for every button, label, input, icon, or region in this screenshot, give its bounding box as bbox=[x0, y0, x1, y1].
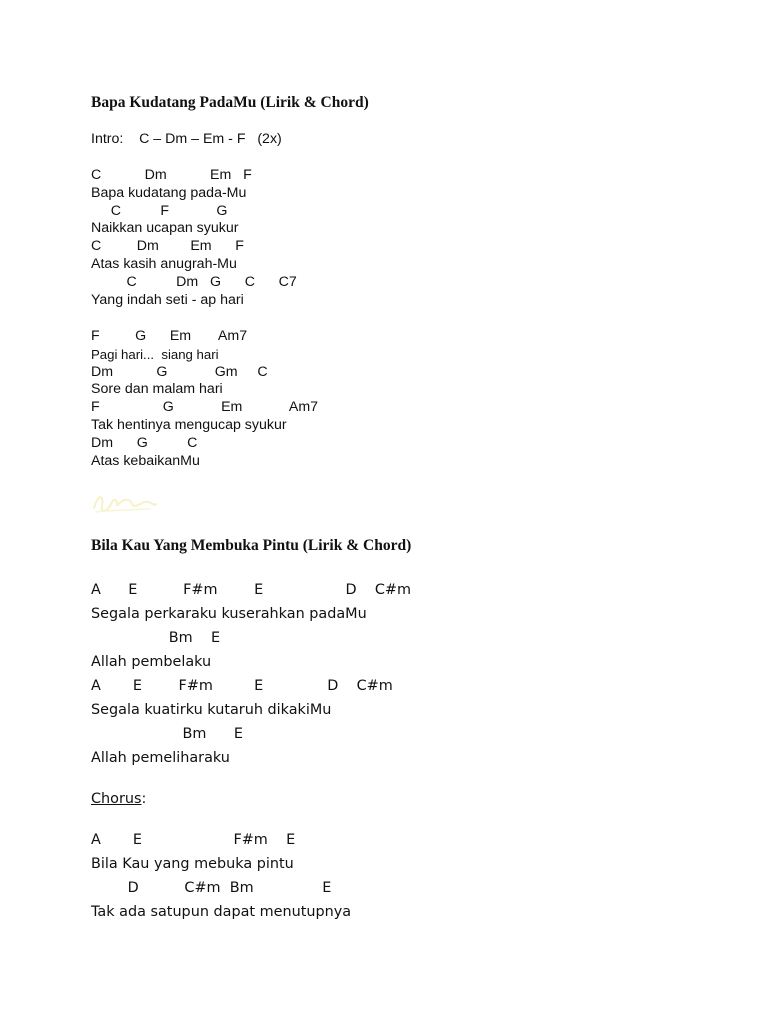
song-title: Bila Kau Yang Membuka Pintu (Lirik & Chord) bbox=[91, 537, 412, 554]
lyric-line: Bapa kudatang pada-Mu bbox=[91, 184, 247, 201]
lyric-line: Segala kuatirku kutaruh dikakiMu bbox=[91, 702, 332, 718]
chorus-heading bbox=[91, 787, 728, 811]
spacer bbox=[91, 310, 728, 328]
chord-line: D C#m Bm E bbox=[91, 880, 332, 896]
chord-line: Bm E bbox=[91, 726, 243, 742]
lyric-line: Atas kebaikanMu bbox=[91, 453, 200, 470]
intro-line: Intro: C – Dm – Em - F (2x) bbox=[91, 131, 282, 147]
lyric-line: Sore dan malam hari bbox=[91, 381, 223, 398]
lyric-line: Naikkan ucapan syukur bbox=[91, 220, 239, 237]
lyric-line: Allah pemeliharaku bbox=[91, 750, 230, 766]
chord-line: C F G bbox=[91, 202, 228, 219]
chord-line: C Dm Em F bbox=[91, 166, 252, 183]
chord-line: A E F#m E D C#m bbox=[91, 582, 412, 598]
lyric-line: Allah pembelaku bbox=[91, 654, 212, 670]
spacer bbox=[91, 811, 728, 828]
chord-line: Dm G Gm C bbox=[91, 363, 268, 380]
chord-line: F G Em Am7 bbox=[91, 327, 248, 344]
chord-line: C Dm G C C7 bbox=[91, 274, 297, 291]
lyric-line: Bila Kau yang mebuka pintu bbox=[91, 856, 294, 872]
lyric-line: Tak hentinya mengucap syukur bbox=[91, 417, 287, 434]
chord-line: Dm G C bbox=[91, 435, 198, 452]
chord-line: A E F#m E bbox=[91, 832, 296, 848]
chord-line: C Dm Em F bbox=[91, 238, 244, 255]
spacer bbox=[91, 149, 728, 167]
song-title: Bapa Kudatang PadaMu (Lirik & Chord) bbox=[91, 94, 369, 111]
lyric-line: Pagi hari... siang hari bbox=[91, 346, 219, 362]
chord-line: A E F#m E D C#m bbox=[91, 678, 393, 694]
lyric-line: Tak ada satupun dapat menutupnya bbox=[91, 904, 352, 920]
chord-line: Bm E bbox=[91, 630, 221, 646]
lyric-line: Yang indah seti - ap hari bbox=[91, 292, 244, 309]
lyric-line: Atas kasih anugrah-Mu bbox=[91, 256, 237, 273]
chorus-colon: : bbox=[141, 791, 147, 807]
signature-watermark-icon bbox=[90, 488, 160, 518]
chorus-label: Chorus bbox=[91, 791, 142, 807]
spacer bbox=[91, 770, 728, 787]
chord-line: F G Em Am7 bbox=[91, 399, 319, 416]
song-bila-kau-yang-membuka-pintu bbox=[91, 535, 728, 924]
song-bapa-kudatang bbox=[91, 92, 728, 471]
lyric-line: Segala perkaraku kuserahkan padaMu bbox=[91, 606, 367, 622]
